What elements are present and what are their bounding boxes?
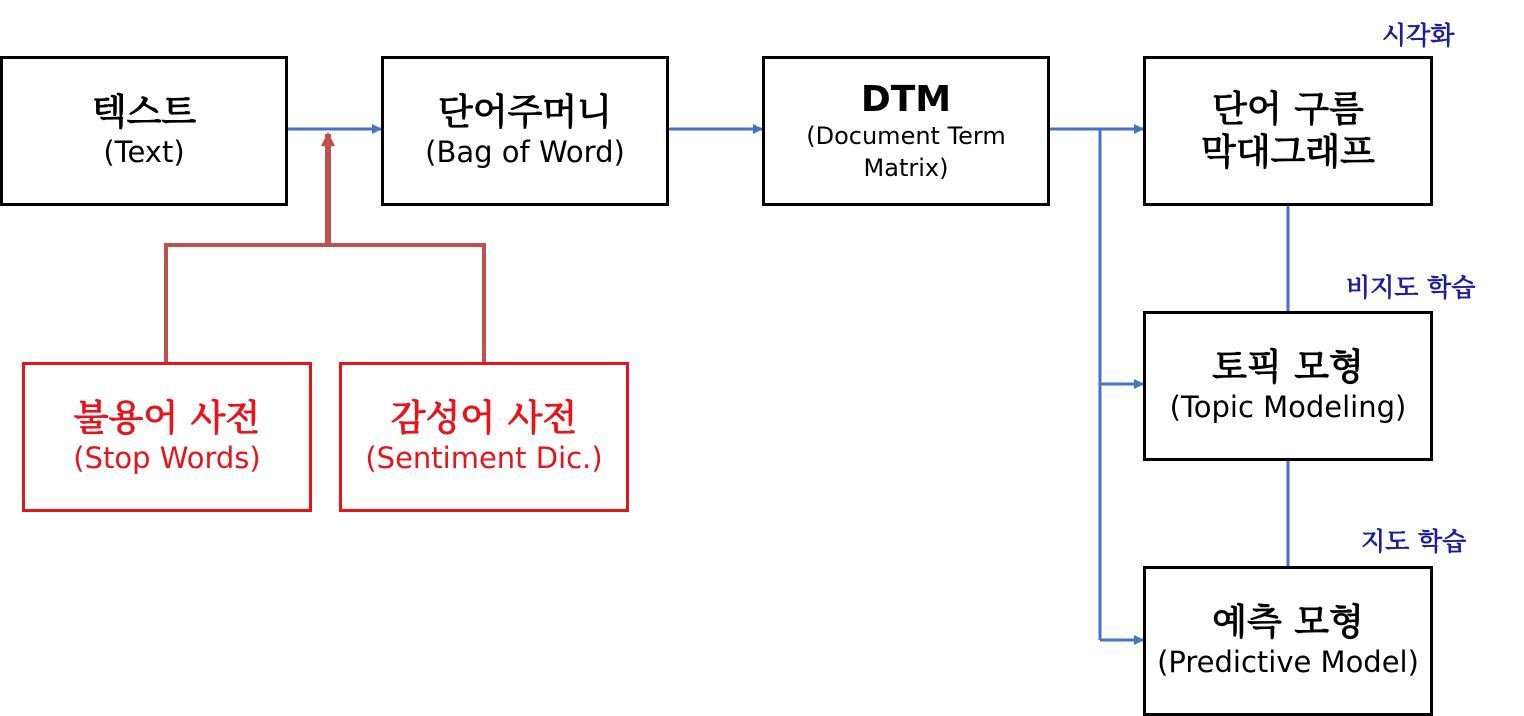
topic-model-title: 토픽 모형 xyxy=(1212,347,1364,389)
text-box-title: 텍스트 xyxy=(91,92,197,134)
text-box xyxy=(0,56,288,206)
supervised-learning-label: 지도 학습 xyxy=(1361,527,1467,556)
dtm-subtitle-line1: (Document Term xyxy=(806,122,1006,151)
visualization-label: 시각화 xyxy=(1382,21,1455,50)
unsupervised-learning-label: 비지도 학습 xyxy=(1346,273,1476,302)
word-cloud-title-line2: 막대그래프 xyxy=(1201,132,1375,173)
stop-words-subtitle: (Stop Words) xyxy=(73,441,261,476)
predictive-model-title: 예측 모형 xyxy=(1212,602,1364,644)
dtm-subtitle-line2: Matrix) xyxy=(863,153,949,182)
predictive-model-box xyxy=(1143,566,1433,716)
bag-of-word-box xyxy=(381,56,669,206)
sentiment-dictionary-subtitle: (Sentiment Dic.) xyxy=(365,441,603,476)
word-cloud-title-line1: 단어 구름 xyxy=(1212,88,1364,130)
dtm-subtitle xyxy=(806,121,1006,183)
text-box-subtitle: (Text) xyxy=(103,135,185,170)
word-cloud-box xyxy=(1143,56,1433,206)
stop-words-title: 불용어 사전 xyxy=(73,398,261,440)
bag-of-word-subtitle: (Bag of Word) xyxy=(425,135,625,170)
predictive-model-subtitle: (Predictive Model) xyxy=(1157,645,1419,680)
word-cloud-title xyxy=(1201,88,1375,174)
dtm-box xyxy=(762,56,1050,206)
bag-of-word-title: 단어주머니 xyxy=(438,92,612,134)
topic-model-subtitle: (Topic Modeling) xyxy=(1169,390,1407,425)
sentiment-dictionary-box xyxy=(339,362,629,512)
stop-words-box xyxy=(22,362,312,512)
dtm-title: DTM xyxy=(860,79,952,121)
dictionary-bracket xyxy=(166,245,484,362)
sentiment-dictionary-title: 감성어 사전 xyxy=(390,398,578,440)
topic-model-box xyxy=(1143,311,1433,461)
